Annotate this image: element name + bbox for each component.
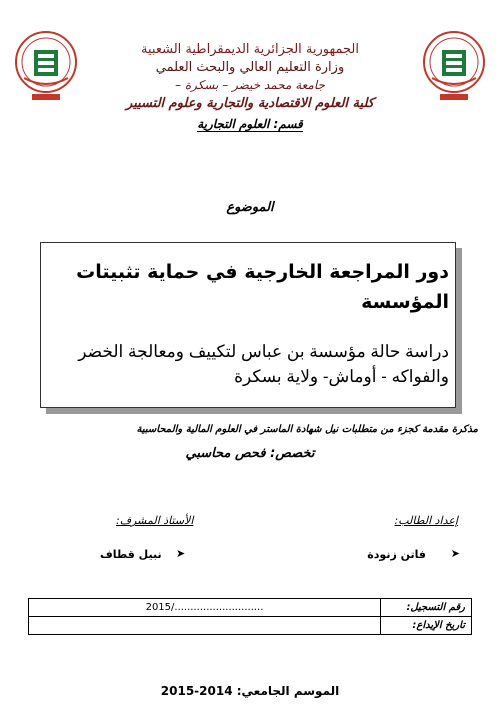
deposit-date-label: تاريخ الإيداع: <box>381 617 472 635</box>
supervisor-name: نبيل قطاف <box>100 548 162 561</box>
supervisor-label: الأستاذ المشرف: <box>116 514 194 527</box>
thesis-case-study: دراسة حالة مؤسسة بن عباس لتكييف ومعالجة الخضر والفواكه - أوماش- ولاية بسكرة <box>78 342 449 386</box>
header-university: جامعة محمد خيضر – بسكرة – <box>175 78 325 92</box>
arrow-bullet-icon: ➤ <box>176 547 186 560</box>
student-label: إعداد الطالب: <box>394 514 458 527</box>
thesis-title-box <box>40 242 456 408</box>
header-department <box>100 117 400 131</box>
topic-label: الموضوع <box>226 200 274 215</box>
department-text: قسم: العلوم التجارية <box>197 117 303 131</box>
registration-table <box>28 598 472 635</box>
specialty: تخصص: فحص محاسبي <box>185 446 315 461</box>
registration-number-value: ............................/2015 <box>29 599 381 617</box>
header-republic: الجمهورية الجزائرية الديمقراطية الشعبية <box>141 42 359 57</box>
arrow-bullet-icon: ➤ <box>450 547 460 560</box>
university-logo-left <box>14 30 78 104</box>
academic-year: الموسم الجامعي: 2014-2015 <box>160 684 340 698</box>
header-faculty: كلية العلوم الاقتصادية والتجارية وعلوم التسيير <box>126 96 374 111</box>
deposit-date-value <box>29 617 381 635</box>
student-name: فاتن زنودة <box>367 548 426 561</box>
header-ministry: وزارة التعليم العالي والبحث العلمي <box>155 60 345 75</box>
registration-number-label: رقم التسجيل: <box>381 599 472 617</box>
university-logo-right <box>422 30 486 104</box>
memo-description: مذكرة مقدمة كجزء من متطلبات نيل شهادة الماستر في العلوم المالية والمحاسبية <box>136 424 478 435</box>
thesis-title: دور المراجعة الخارجية في حماية تثبيتات المؤسسة <box>76 261 449 313</box>
table-row <box>29 599 472 617</box>
table-row <box>29 617 472 635</box>
